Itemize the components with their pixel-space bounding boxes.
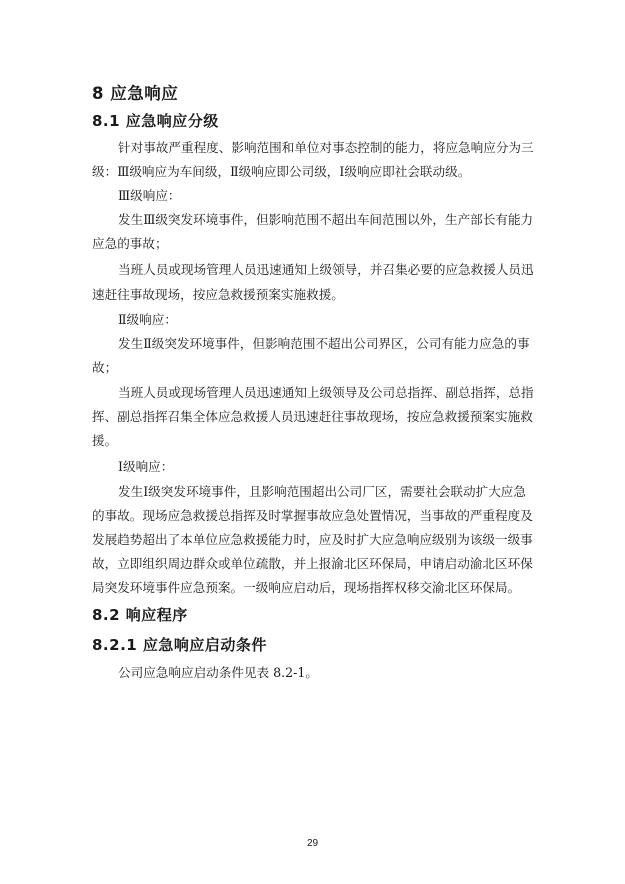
paragraph-line: 故，立即组织周边群众或单位疏散，并上报渝北区环保局，申请启动渝北区环保	[92, 556, 533, 571]
paragraph-line: 挥、副总指挥召集全体应急救援人员迅速赶往事故现场，按应急救援预案实施救	[92, 409, 533, 424]
paragraph-line: 针对事故严重程度、影响范围和单位对事态控制的能力，将应急响应分为三	[118, 140, 534, 155]
level1-label: Ⅰ级响应：	[118, 459, 174, 474]
paragraph-line: 公司应急响应启动条件见表 8.2-1。	[118, 665, 319, 680]
paragraph-line: 发生Ⅱ级突发环境事件，但影响范围不超出公司界区，公司有能力应急的事	[118, 336, 530, 351]
level3-label: Ⅲ级响应：	[118, 188, 181, 203]
paragraph-line: 发展趋势超出了本单位应急救援能力时，应及时扩大应急响应级别为该级一级事	[92, 532, 533, 547]
paragraph-line: 发生Ⅰ级突发环境事件，且影响范围超出公司厂区，需要社会联动扩大应急	[118, 484, 526, 499]
paragraph-line: 局突发环境事件应急预案。一级响应启动后，现场指挥权移交渝北区环保局。	[92, 580, 521, 595]
paragraph-line: 速赶往事故现场，按应急救援预案实施救援。	[92, 287, 344, 302]
page-number: 29	[306, 838, 319, 849]
section-heading-8-2-1: 8.2.1 应急响应启动条件	[92, 636, 267, 654]
paragraph-line: 发生Ⅲ级突发环境事件，但影响范围不超出车间范围以外，生产部长有能力	[118, 212, 534, 227]
paragraph-line: 故；	[92, 360, 118, 375]
paragraph-line: 应急的事故；	[92, 236, 168, 251]
section-heading-8-1: 8.1 应急响应分级	[92, 112, 219, 130]
section-heading-8-2: 8.2 响应程序	[92, 606, 188, 624]
paragraph-line: 当班人员或现场管理人员迅速通知上级领导，并召集必要的应急救援人员迅	[118, 262, 534, 277]
paragraph-line: 的事故。现场应急救援总指挥及时掌握事故应急处置情况，当事故的严重程度及	[92, 508, 533, 523]
level2-label: Ⅱ级响应：	[118, 312, 177, 327]
paragraph-line: 级：Ⅲ级响应为车间级，Ⅱ级响应即公司级，Ⅰ级响应即社会联动级。	[92, 164, 471, 179]
paragraph-line: 当班人员或现场管理人员迅速通知上级领导及公司总指挥、副总指挥，总指	[118, 385, 534, 400]
paragraph-line: 援。	[92, 433, 118, 448]
section-heading-8: 8 应急响应	[92, 84, 179, 103]
